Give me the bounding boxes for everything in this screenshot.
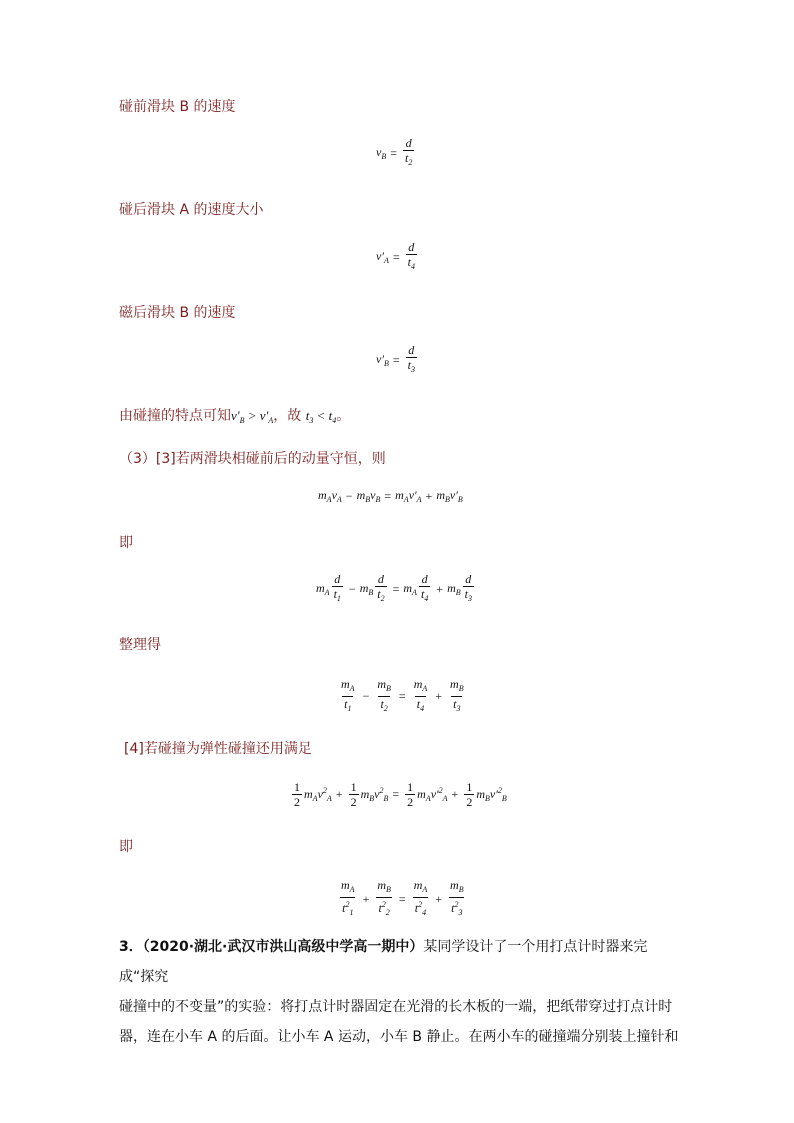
equation-momentum: $m_Av_A$ − $m_Bv_B$ = $m_Av'_A$ + $m_Bv'_B$ xyxy=(318,488,463,504)
question-3 xyxy=(119,932,679,1052)
equation-vb: $v_B$ = $\frac{d}{t_2}$ xyxy=(376,136,416,170)
equation-energy: $\frac{1}{2}$ $m_Av^2_A$ + $\frac{1}{2}$ $m_Bv^2_B$ = $\frac{1}{2}$ $m_Av'^2_A$ + $\frac{1}{2}$ $m_Bv'^2_B$ xyxy=(294,780,507,809)
question-line-3: 器，连在小车 A 的后面。让小车 A 运动，小车 B 静止。在两小车的碰撞端分别装上撞针和 xyxy=(119,1029,679,1045)
text-ji-2: 即 xyxy=(119,839,133,855)
text-after-a: 碰后滑块 A 的速度大小 xyxy=(119,202,264,218)
text-part3: （3）[3]若两滑块相碰前后的动量守恒，则 xyxy=(119,451,386,467)
text-conclusion: 由碰撞的特点可知$v'_B > v'_A$，故 $t_3 < t_4$。 xyxy=(119,408,351,425)
conclusion-mid: ，故 xyxy=(273,408,302,424)
question-line-2: 碰撞中的不变量”的实验：将打点计时器固定在光滑的长木板的一端，把纸带穿过打点计时 xyxy=(119,999,673,1015)
conclusion-prefix: 由碰撞的特点可知 xyxy=(119,408,231,424)
question-source: （2020·湖北·武汉市洪山高级中学高一期中） xyxy=(142,939,424,955)
equation-momentum-d: $m_A$ $\frac{d}{t_1}$ − $m_B$ $\frac{d}{t_2}$ = $m_A$ $\frac{d}{t_4}$ + $m_B$ $\frac{d}{t_3}$ xyxy=(316,572,476,606)
equation-mass-time: $\frac{m_A}{t_1}$ − $\frac{m_B}{t_2}$ = $\frac{m_A}{t_4}$ + $\frac{m_B}{t_3}$ xyxy=(337,677,468,716)
text-before-b: 碰前滑块 B 的速度 xyxy=(119,99,236,115)
question-line-1-rest: 某同学设计了一个用打点计时器来完成“探究 xyxy=(119,939,648,985)
conclusion-end: 。 xyxy=(336,408,351,424)
question-line-1 xyxy=(119,932,679,992)
equation-vb-prime: $v'_B$ = $\frac{d}{t_3}$ xyxy=(376,343,419,377)
equation-va-prime: $v'_A$ = $\frac{d}{t_4}$ xyxy=(376,240,419,274)
text-ji-1: 即 xyxy=(119,535,133,551)
text-part4: [4]若碰撞为弹性碰撞还用满足 xyxy=(124,741,312,757)
text-after-b: 磁后滑块 B 的速度 xyxy=(119,305,236,321)
equation-mass-time-squared: $\frac{m_A}{t^2_1}$ + $\frac{m_B}{t^2_2}$ = $\frac{m_A}{t^2_4}$ + $\frac{m_B}{t^2_3}$ xyxy=(337,878,468,920)
text-zhengli: 整理得 xyxy=(119,637,161,653)
question-number: 3． xyxy=(119,939,143,955)
